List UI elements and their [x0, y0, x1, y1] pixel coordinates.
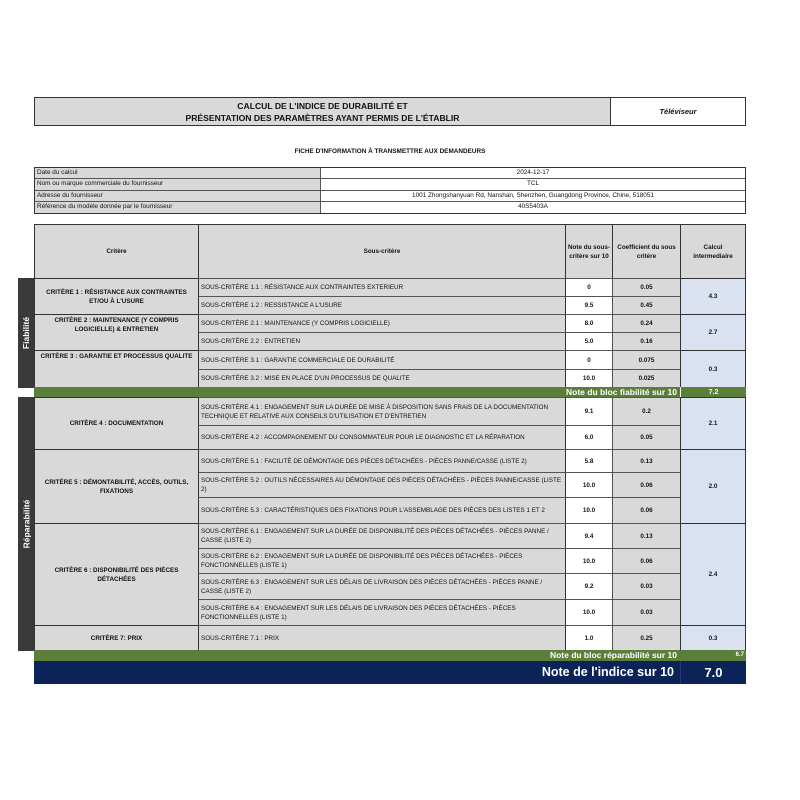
block-label-reparabilite [18, 397, 35, 651]
info-label: Nom ou marque commerciale du fournisseur [35, 179, 321, 189]
final-score-value: 7.0 [680, 661, 746, 684]
sub-criterion-5-1: SOUS-CRITÈRE 5.1 : FACILITÉ DE DÉMONTAGE DES PIÈCES DÉTACHÉES - PIÈCES PANNE/CASSE (LISTE 2) [198, 449, 566, 473]
note-5-3: 10.0 [565, 497, 613, 524]
note-6-2: 10.0 [565, 548, 613, 574]
info-row-brand [35, 179, 745, 190]
coef-5-1: 0.13 [612, 449, 681, 473]
supplier-info-table [34, 167, 746, 214]
sub-criterion-4-1: SOUS-CRITÈRE 4.1 : ENGAGEMENT SUR LA DURÉE DE MISE À DISPOSITION SANS FRAIS DE LA DOCUMENTATION TECHNIQUE ET RELATIVE AUX CONSEILS D'UTILISATION ET D'ENTRETIEN [198, 397, 566, 426]
title-line-1: CALCUL DE L'INDICE DE DURABILITÉ ET [237, 100, 408, 111]
coef-5-3: 0.06 [612, 497, 681, 524]
info-row-date [35, 168, 745, 179]
info-label: Adresse du fournisseur [35, 191, 321, 201]
header-sous-critere: Sous-critère [198, 224, 566, 279]
product-type: Téléviseur [659, 107, 697, 116]
criterion-1: CRITÈRE 1 : RÉSISTANCE AUX CONTRAINTES ET/OU À L'USURE [34, 278, 199, 315]
coef-4-1: 0.2 [612, 397, 681, 426]
coef-4-2: 0.05 [612, 425, 681, 450]
criterion-4: CRITÈRE 4 : DOCUMENTATION [34, 397, 199, 450]
block-label-text: Réparabilité [21, 499, 31, 549]
note-5-1: 5.8 [565, 449, 613, 473]
sub-criterion-6-2: SOUS-CRITÈRE 6.2 : ENGAGEMENT SUR LA DURÉE DE DISPONIBILITÉ DES PIÈCES DÉTACHÉES - PIÈCES FONCTIONNELLES (LISTE 1) [198, 548, 566, 574]
info-value: 2024-12-17 [516, 169, 550, 176]
criterion-6: CRITÈRE 6 : DISPONIBILITÉ DES PIÈCES DÉTACHÉES [34, 523, 199, 626]
coef-6-4: 0.03 [612, 599, 681, 626]
title-line-2: PRÉSENTATION DES PARAMÈTRES AYANT PERMIS DE L'ÉTABLIR [185, 112, 460, 123]
info-row-model [35, 202, 745, 213]
calcul-criterion-2: 2.7 [680, 314, 746, 351]
coef-3-2: 0.025 [612, 369, 681, 388]
info-value: 40S5403A [518, 202, 548, 210]
header-note: Note du sous-critère sur 10 [565, 224, 613, 279]
calcul-criterion-1: 4.3 [680, 278, 746, 315]
note-6-4: 10.0 [565, 599, 613, 626]
coef-3-1: 0.075 [612, 350, 681, 370]
sub-criterion-6-3: SOUS-CRITÈRE 6.3 : ENGAGEMENT SUR LES DÉLAIS DE LIVRAISON DES PIÈCES DÉTACHÉES - PIÈCES PANNE / CASSE (LISTE 2) [198, 573, 566, 600]
sub-criterion-4-2: SOUS-CRITÈRE 4.2 : ACCOMPAGNEMENT DU CONSOMMATEUR POUR LE DIAGNOSTIC ET LA RÉPARATION [198, 425, 566, 450]
info-value: 1001 Zhongshanyuan Rd, Nanshan, Shenzhen, Guangdong Province, Chine, 518051 [412, 191, 654, 199]
note-6-3: 9.2 [565, 573, 613, 600]
final-score-label: Note de l'indice sur 10 [34, 661, 680, 684]
coef-7-1: 0.25 [612, 625, 681, 651]
coef-2-2: 0.16 [612, 332, 681, 351]
criterion-3: CRITÈRE 3 : GARANTIE ET PROCESSUS QUALITE [34, 350, 199, 388]
header-calcul: Calcul intermediaire [680, 224, 746, 279]
sub-criterion-1-2: SOUS-CRITÈRE 1.2 : RESSISTANCE A L'USURE [198, 296, 566, 315]
sub-criterion-5-3: SOUS-CRITÈRE 5.3 : CARACTÉRISTIQUES DES FIXATIONS POUR L'ASSEMBLAGE DES PIÈCES DES LISTES 1 ET 2 [198, 497, 566, 524]
sub-criterion-6-4: SOUS-CRITÈRE 6.4 : ENGAGEMENT SUR LES DÉLAIS DE LIVRAISON DES PIÈCES DÉTACHÉES - PIÈCES FONCTIONNELLES (LISTE 1) [198, 599, 566, 626]
page-title [35, 98, 611, 125]
block-label-fiabilite [18, 278, 35, 388]
coef-6-2: 0.06 [612, 548, 681, 574]
coef-1-2: 0.45 [612, 296, 681, 315]
sub-criterion-3-1: SOUS-CRITÈRE 3.1 : GARANTIE COMMERCIALE DE DURABILITÉ [198, 350, 566, 370]
calcul-criterion-3: 0.3 [680, 350, 746, 388]
header-coef: Coefficient du sous critère [612, 224, 681, 279]
calcul-criterion-6: 2.4 [680, 523, 746, 626]
note-4-2: 6.0 [565, 425, 613, 450]
coef-1-1: 0.05 [612, 278, 681, 297]
calcul-criterion-4: 2.1 [680, 397, 746, 450]
fiche-title: FICHE D'INFORMATION À TRANSMETTRE AUX DEMANDEURS [294, 148, 486, 155]
fiabilite-total-label: Note du bloc fiabilité sur 10 [34, 387, 680, 398]
coef-2-1: 0.24 [612, 314, 681, 333]
block-label-text: Fiabilité [21, 316, 31, 350]
note-3-2: 10.0 [565, 369, 613, 388]
note-6-1: 9.4 [565, 523, 613, 549]
reparabilite-total-label: Note du bloc réparabilité sur 10 [34, 650, 680, 661]
sub-criterion-5-2: SOUS-CRITÈRE 5.2 : OUTILS NÉCESSAIRES AU DÉMONTAGE DES PIÈCES DÉTACHÉES - PIÈCES PANNE/CASSE (LISTE 2) [198, 472, 566, 498]
fiabilite-total-value: 7.2 [680, 387, 746, 398]
criterion-7: CRITÈRE 7: PRIX [34, 625, 199, 651]
info-label: Référence du modèle donnée par le fournisseur [35, 202, 321, 213]
coef-6-1: 0.13 [612, 523, 681, 549]
sub-criterion-1-1: SOUS-CRITÈRE 1.1 : RÉSISTANCE AUX CONTRAINTES EXTERIEUR [198, 278, 566, 297]
note-4-1: 9.1 [565, 397, 613, 426]
sub-criterion-6-1: SOUS-CRITÈRE 6.1 : ENGAGEMENT SUR LA DURÉE DE DISPONIBILITÉ DES PIÈCES DÉTACHÉES - PIÈCES PANNE / CASSE (LISTE 2) [198, 523, 566, 549]
coef-6-3: 0.03 [612, 573, 681, 600]
sub-criterion-2-1: SOUS-CRITÈRE 2.1 : MAINTENANCE (Y COMPRIS LOGICIELLE) [198, 314, 566, 333]
sub-criterion-7-1: SOUS-CRITÈRE 7.1 : PRIX [198, 625, 566, 651]
info-value: TCL [526, 180, 540, 188]
calcul-criterion-5: 2.0 [680, 449, 746, 524]
coef-5-2: 0.06 [612, 472, 681, 498]
info-label: Date du calcul [35, 168, 321, 178]
criterion-2: CRITÈRE 2 : MAINTENANCE (Y COMPRIS LOGICIELLE) & ENTRETIEN [34, 314, 199, 351]
note-1-1: 0 [565, 278, 613, 297]
note-2-2: 5.0 [565, 332, 613, 351]
criterion-5: CRITÈRE 5 : DÉMONTABILITÉ, ACCÈS, OUTILS, FIXATIONS [34, 449, 199, 524]
sub-criterion-2-2: SOUS-CRITÈRE 2.2 : ENTRETIEN [198, 332, 566, 351]
note-2-1: 8.0 [565, 314, 613, 333]
note-5-2: 10.0 [565, 472, 613, 498]
info-row-address [35, 191, 745, 202]
header-critere: Critère [34, 224, 199, 279]
note-7-1: 1.0 [565, 625, 613, 651]
reparabilite-total-value: 6.7 [680, 650, 746, 661]
title-block [34, 97, 746, 126]
note-1-2: 9.5 [565, 296, 613, 315]
note-3-1: 0 [565, 350, 613, 370]
calcul-criterion-7: 0.3 [680, 625, 746, 651]
sub-criterion-3-2: SOUS-CRITÈRE 3.2 : MISE EN PLACE D'UN PROCESSUS DE QUALITE [198, 369, 566, 388]
